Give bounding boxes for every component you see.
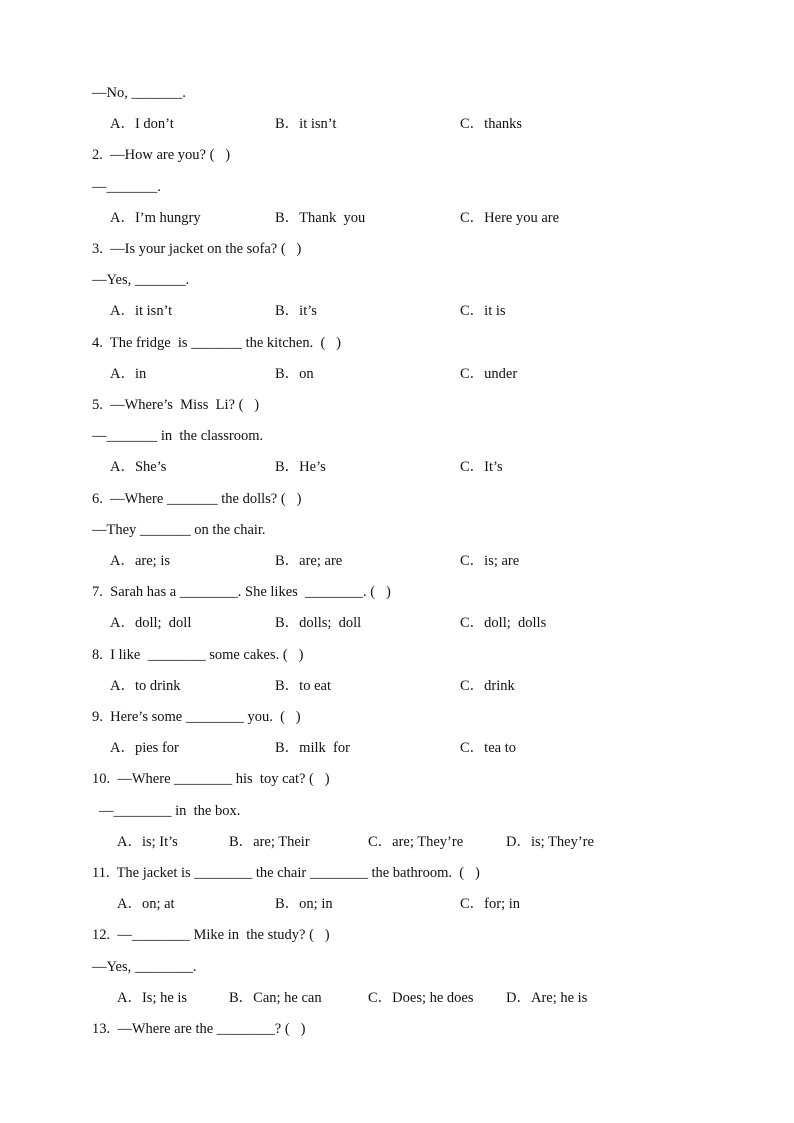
question-10: 10. —Where ________ his toy cat? ( ) <box>92 771 330 787</box>
options-row <box>0 209 794 227</box>
question-6: 6. —Where _______ the dolls? ( ) <box>92 491 302 507</box>
answer-line: —They _______ on the chair. <box>92 522 266 538</box>
option-a: A．pies for <box>110 740 179 756</box>
option-c: C．tea to <box>460 740 516 756</box>
question-7: 7. Sarah has a ________. She likes ________. ( ) <box>92 584 391 600</box>
option-a: A．to drink <box>110 678 181 694</box>
option-b: B．He’s <box>275 459 326 475</box>
answer-line: —_______. <box>92 179 161 195</box>
option-b: B．dolls; doll <box>275 615 362 631</box>
options-row <box>0 614 794 632</box>
question-3: 3. —Is your jacket on the sofa? ( ) <box>92 241 302 257</box>
options-row <box>0 365 794 383</box>
option-b: B．to eat <box>275 678 331 694</box>
option-a: A．doll; doll <box>110 615 192 631</box>
question-9: 9. Here’s some ________ you. ( ) <box>92 709 301 725</box>
question-2: 2. —How are you? ( ) <box>92 147 231 163</box>
option-c: C．doll; dolls <box>460 615 547 631</box>
options-row <box>0 115 794 133</box>
answer-line: —No, _______. <box>92 85 186 101</box>
answer-line: —_______ in the classroom. <box>92 428 264 444</box>
options-row <box>0 833 794 851</box>
options-row <box>0 989 794 1007</box>
option-a: A．it isn’t <box>110 303 173 319</box>
answer-line: —________ in the box. <box>99 803 241 819</box>
option-c: C．Does; he does <box>368 990 474 1006</box>
option-d: D．Are; he is <box>506 990 588 1006</box>
option-b: B．Can; he can <box>229 990 322 1006</box>
option-c: C．under <box>460 366 518 382</box>
option-b: B．are; Their <box>229 834 310 850</box>
option-a: A．I don’t <box>110 116 174 132</box>
option-c: C．drink <box>460 678 515 694</box>
question-12: 12. —________ Mike in the study? ( ) <box>92 927 330 943</box>
option-a: A．is; It’s <box>117 834 178 850</box>
options-row <box>0 302 794 320</box>
option-a: A．I’m hungry <box>110 210 201 226</box>
question-13: 13. —Where are the ________? ( ) <box>92 1021 306 1037</box>
options-row <box>0 739 794 757</box>
option-b: B．on <box>275 366 314 382</box>
option-b: B．Thank you <box>275 210 366 226</box>
option-a: A．on; at <box>117 896 175 912</box>
answer-line: —Yes, ________. <box>92 959 197 975</box>
options-row <box>0 552 794 570</box>
question-11: 11. The jacket is ________ the chair ________ the bathroom. ( ) <box>92 865 480 881</box>
option-d: D．is; They’re <box>506 834 594 850</box>
option-a: A．in <box>110 366 147 382</box>
question-5: 5. —Where’s Miss Li? ( ) <box>92 397 260 413</box>
option-c: C．is; are <box>460 553 520 569</box>
option-c: C．are; They’re <box>368 834 464 850</box>
options-row <box>0 677 794 695</box>
option-c: C．thanks <box>460 116 523 132</box>
options-row <box>0 895 794 913</box>
option-a: A．are; is <box>110 553 170 569</box>
option-c: C．it is <box>460 303 506 319</box>
option-a: A．She’s <box>110 459 167 475</box>
option-b: B．milk for <box>275 740 350 756</box>
option-b: B．on; in <box>275 896 333 912</box>
question-8: 8. I like ________ some cakes. ( ) <box>92 647 304 663</box>
answer-line: —Yes, _______. <box>92 272 190 288</box>
option-b: B．it isn’t <box>275 116 337 132</box>
options-row <box>0 458 794 476</box>
option-c: C．for; in <box>460 896 521 912</box>
option-c: C．Here you are <box>460 210 560 226</box>
question-4: 4. The fridge is _______ the kitchen. ( ) <box>92 335 341 351</box>
option-b: B．it’s <box>275 303 317 319</box>
option-a: A．Is; he is <box>117 990 188 1006</box>
option-c: C．It’s <box>460 459 503 475</box>
option-b: B．are; are <box>275 553 343 569</box>
